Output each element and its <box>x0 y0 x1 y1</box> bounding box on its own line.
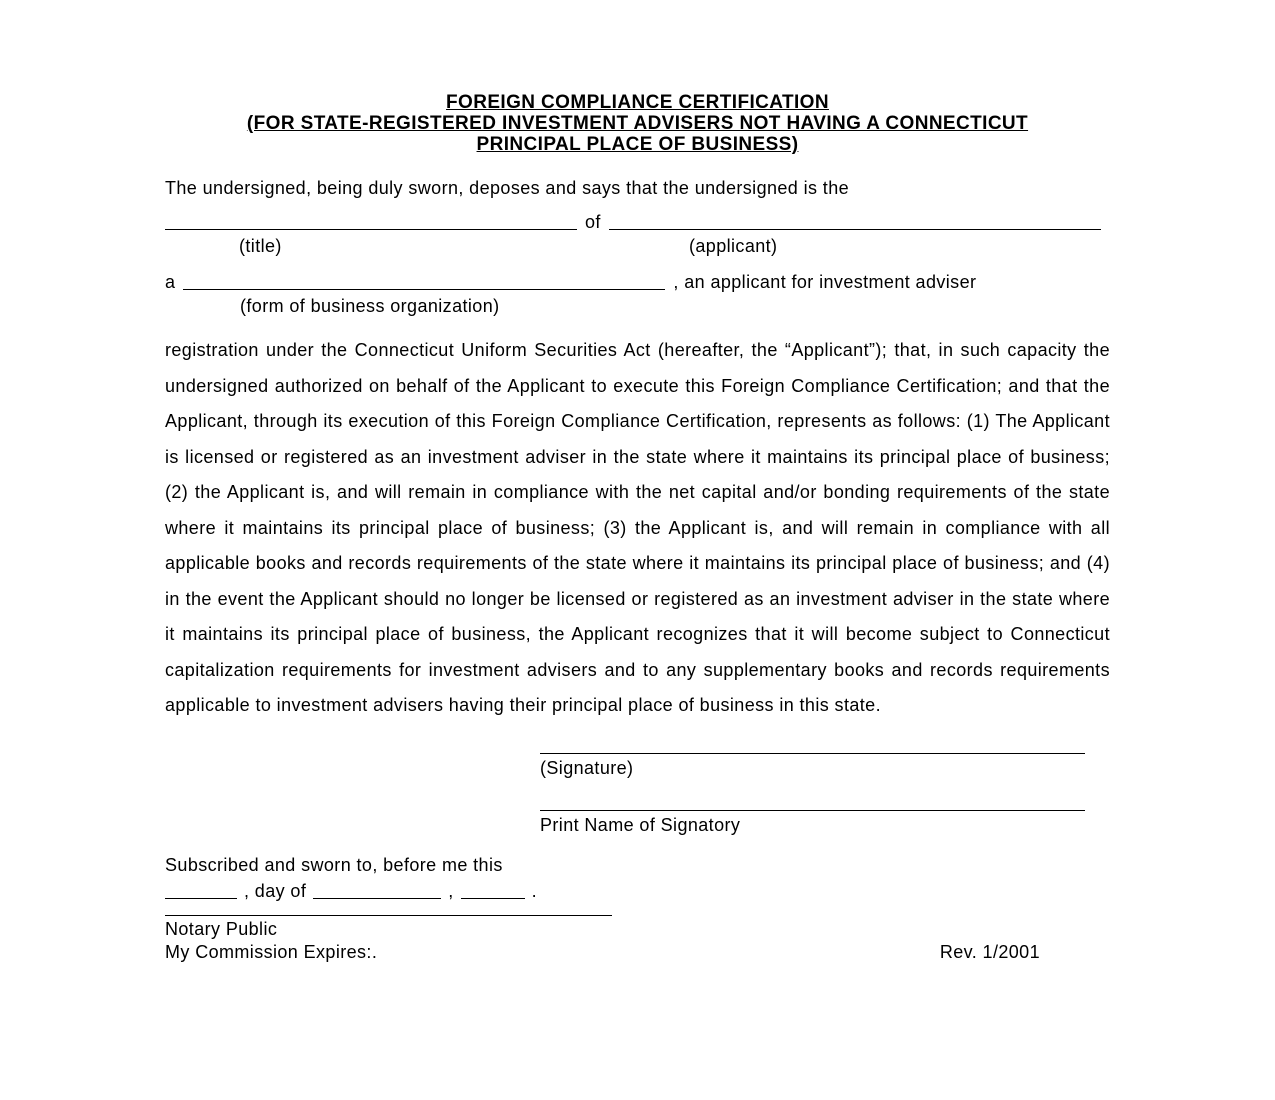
notary-signature-blank-field <box>165 914 612 916</box>
organization-blank-field <box>183 278 665 290</box>
title-applicant-fill-row <box>165 211 1110 233</box>
title-blank-field <box>165 218 577 230</box>
intro-line: The undersigned, being duly sworn, deposes and says that the undersigned is the <box>165 178 850 198</box>
print-name-label: Print Name of Signatory <box>540 814 741 835</box>
revision-label: Rev. 1/2001 <box>939 941 1040 962</box>
footer-row <box>165 941 1110 963</box>
applicant-field-label: (applicant) <box>689 236 778 256</box>
organization-label-row <box>165 293 1110 317</box>
day-of-separator: , day of <box>244 880 307 901</box>
day-number-blank-field <box>165 887 237 899</box>
print-name-blank-field <box>540 809 1085 811</box>
business-organization-fill-row <box>165 271 1110 293</box>
sworn-line: Subscribed and sworn to, before me this <box>165 854 503 875</box>
title-line-3: PRINCIPAL PLACE OF BUSINESS) <box>476 134 799 155</box>
date-fill-row <box>165 880 1110 902</box>
signature-label: (Signature) <box>540 757 634 778</box>
applicant-blank-field <box>609 218 1101 230</box>
certification-body-paragraph: registration under the Connecticut Uniform Securities Act (hereafter, the “Applicant”); that, in such capacity the undersigned authorized on behalf of the Applicant to execute this Foreign Compliance Certification; and that the Applicant, through its execution of this Foreign Compliance Certification, represents as follows: (1) The Applicant is licensed or registered as an investment adviser in the state where it maintains its principal place of business; (2) the Applicant is, and will remain in compliance with the net capital and/or bonding requirements of the state where it maintains its principal place of business; (3) the Applicant is, and will remain in compliance with all applicable books and records requirements of the state where it maintains its principal place of business; and (4) in the event the Applicant should no longer be licensed or registered as an investment adviser in the state where it maintains its principal place of business, the Applicant recognizes that it will become subject to Connecticut capitalization requirements for investment advisers and to any supplementary books and records requirements applicable to investment advisers having their principal place of business in this state. <box>165 340 1110 715</box>
year-blank-field <box>461 887 525 899</box>
period-separator: . <box>531 880 538 901</box>
comma-separator: , <box>448 880 454 901</box>
notary-public-label: Notary Public <box>165 918 278 939</box>
a-word: a <box>165 272 176 292</box>
of-word: of <box>585 212 601 232</box>
document-title <box>165 92 1110 155</box>
title-line-1: FOREIGN COMPLIANCE CERTIFICATION <box>446 92 829 113</box>
month-blank-field <box>313 887 441 899</box>
title-field-label: (title) <box>239 236 282 256</box>
organization-field-label: (form of business organization) <box>240 296 500 316</box>
commission-expires-label: My Commission Expires:. <box>165 941 378 962</box>
signature-blank-field <box>540 752 1085 754</box>
title-line-2: (FOR STATE-REGISTERED INVESTMENT ADVISERS NOT HAVING A CONNECTICUT <box>246 113 1029 134</box>
title-applicant-labels-row <box>165 233 1110 257</box>
signature-block <box>165 752 1110 836</box>
applicant-clause: , an applicant for investment adviser <box>673 272 977 292</box>
notary-block <box>165 854 1110 963</box>
